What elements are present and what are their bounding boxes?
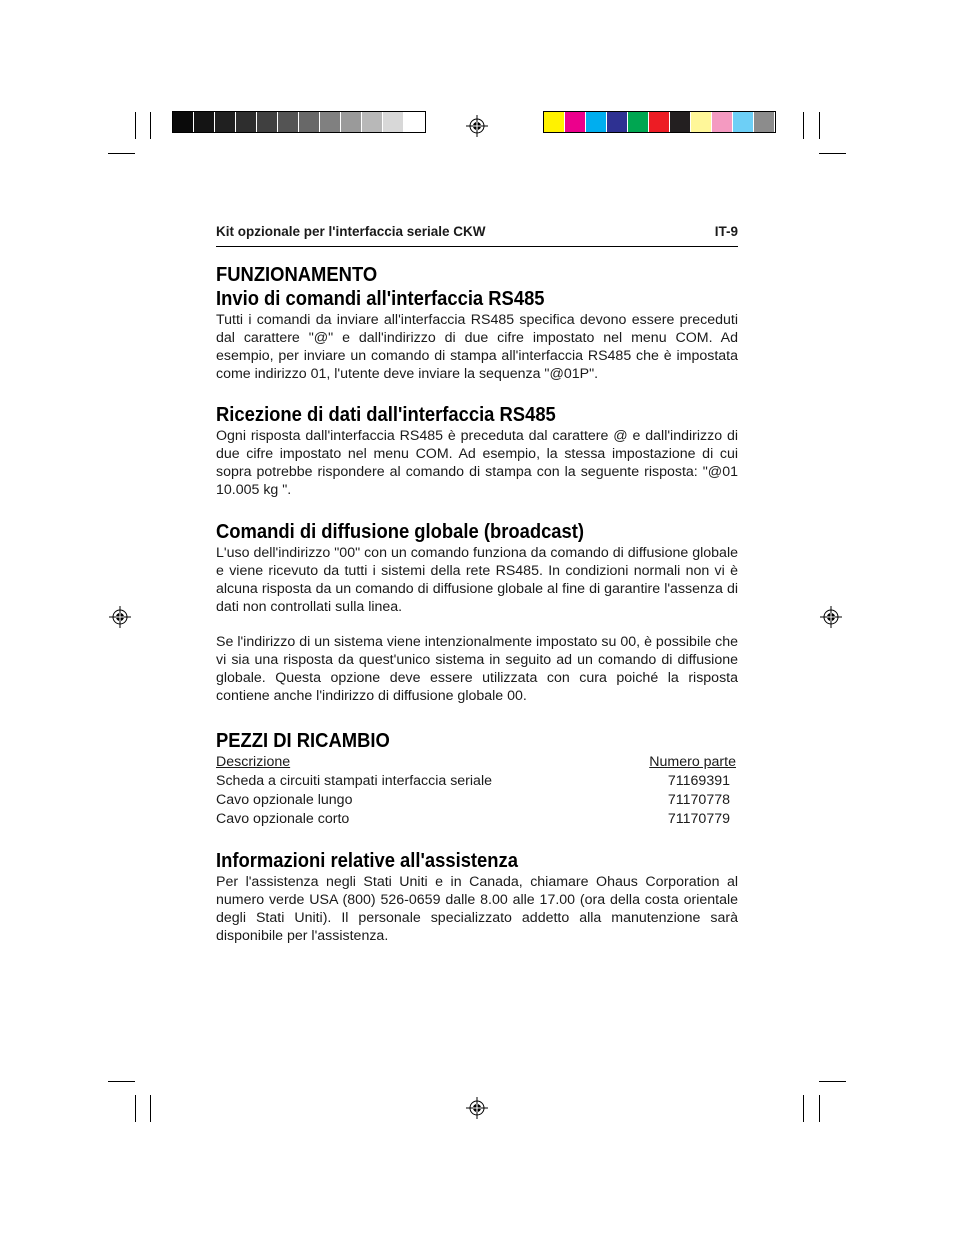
paragraph: Per l'assistenza negli Stati Uniti e in Canada, chiamare Ohaus Corporation al numero verde USA (800) 526-0659 dalle 8.00 alle 17.00 (ora della costa orientale degli Stati Uniti). Il personale specializzato addetto alla manutenzione sarà disponibile per l'assistenza. <box>216 874 738 944</box>
calibration-swatch <box>278 112 299 132</box>
calibration-swatch <box>236 112 257 132</box>
calibration-swatch <box>691 112 712 132</box>
calibration-swatch <box>628 112 649 132</box>
section-heading: PEZZI DI RICAMBIO <box>216 730 390 752</box>
part-number: 71170778 <box>667 792 730 808</box>
calibration-swatch <box>194 112 215 132</box>
subsection-heading: Invio di comandi all'interfaccia RS485 <box>216 288 545 310</box>
calibration-swatch <box>383 112 404 132</box>
section-service-info <box>216 849 738 945</box>
registration-mark-icon <box>466 115 488 137</box>
crop-mark <box>108 153 135 154</box>
table-row <box>216 791 738 810</box>
crop-mark <box>819 1081 846 1082</box>
calibration-swatch <box>712 112 733 132</box>
crop-mark <box>819 112 820 139</box>
calibration-swatch <box>362 112 383 132</box>
part-number: 71170779 <box>667 811 730 827</box>
crop-mark <box>150 112 151 139</box>
table-row <box>216 810 738 829</box>
calibration-swatch <box>565 112 586 132</box>
calibration-swatch <box>670 112 691 132</box>
calibration-swatch <box>341 112 362 132</box>
subsection-heading: Ricezione di dati dall'interfaccia RS485 <box>216 404 556 426</box>
part-description: Scheda a circuiti stampati interfaccia seriale <box>216 773 492 789</box>
crop-mark <box>803 112 804 139</box>
running-header-title: Kit opzionale per l'interfaccia seriale CKW <box>216 224 486 239</box>
crop-mark <box>819 1095 820 1122</box>
paragraph: Se l'indirizzo di un sistema viene intenzionalmente impostato su 00, è possibile che vi sia una risposta da quest'unico sistema in seguito ad un comando di diffusione globale. Questa opzione deve essere utilizzata con cura poiché la risposta contiene anche l'indirizzo di diffusione globale 00. <box>216 634 738 704</box>
crop-mark <box>819 153 846 154</box>
calibration-swatch <box>173 112 194 132</box>
column-header-description: Descrizione <box>216 754 291 770</box>
crop-mark <box>135 112 136 139</box>
subsection-heading: Comandi di diffusione globale (broadcast) <box>216 521 585 543</box>
calibration-swatch <box>754 112 775 132</box>
crop-mark <box>135 1095 136 1122</box>
registration-mark-icon <box>109 606 131 628</box>
calibration-swatch <box>649 112 670 132</box>
part-number: 71169391 <box>667 773 730 789</box>
section-spare-parts <box>216 729 738 829</box>
section-heading: FUNZIONAMENTO <box>216 264 378 286</box>
calibration-swatch <box>299 112 320 132</box>
calibration-swatch <box>544 112 565 132</box>
paragraph: Ogni risposta dall'interfaccia RS485 è preceduta dal carattere @ e dall'indirizzo di due cifre impostato nel menu COM. Ad esempio, la stessa impostazione di cui sopra potrebbe rispondere al comando di stampa con la seguente risposta: "@01 10.005 kg ". <box>216 428 738 498</box>
grayscale-calibration-bar <box>172 111 426 133</box>
section-operation <box>216 263 738 383</box>
crop-mark <box>108 1081 135 1082</box>
parts-table <box>216 753 738 829</box>
registration-mark-icon <box>820 606 842 628</box>
registration-mark-icon <box>466 1097 488 1119</box>
running-header <box>216 224 738 247</box>
crop-mark <box>803 1095 804 1122</box>
table-row <box>216 772 738 791</box>
calibration-swatch <box>320 112 341 132</box>
section-receiving-data <box>216 403 738 499</box>
part-description: Cavo opzionale corto <box>216 811 350 827</box>
page-number: IT-9 <box>714 224 738 239</box>
crop-mark <box>150 1095 151 1122</box>
paragraph: L'uso dell'indirizzo "00" con un comando funziona da comando di diffusione globale e viene ricevuto da tutti i sistemi della rete RS485. In condizioni normali non vi è alcuna risposta da un comando di diffusione globale al fine di garantire l'assenza di dati non controllati sulla linea. <box>216 545 738 615</box>
calibration-swatch <box>607 112 628 132</box>
color-calibration-bar <box>543 111 776 133</box>
calibration-swatch <box>586 112 607 132</box>
calibration-swatch <box>733 112 754 132</box>
subsection-heading: Informazioni relative all'assistenza <box>216 850 518 872</box>
section-broadcast <box>216 520 738 705</box>
column-header-part-number: Numero parte <box>649 754 736 770</box>
table-header-row <box>216 753 738 772</box>
calibration-swatch <box>215 112 236 132</box>
part-description: Cavo opzionale lungo <box>216 792 353 808</box>
calibration-swatch <box>404 112 425 132</box>
paragraph: Tutti i comandi da inviare all'interfaccia RS485 specifica devono essere preceduti dal carattere "@" e dall'indirizzo di due cifre impostato nel menu COM. Ad esempio, per inviare un comando di stampa all'interfaccia RS485 che è impostata come indirizzo 01, l'utente deve inviare la sequenza "@01P". <box>216 312 738 382</box>
calibration-swatch <box>257 112 278 132</box>
